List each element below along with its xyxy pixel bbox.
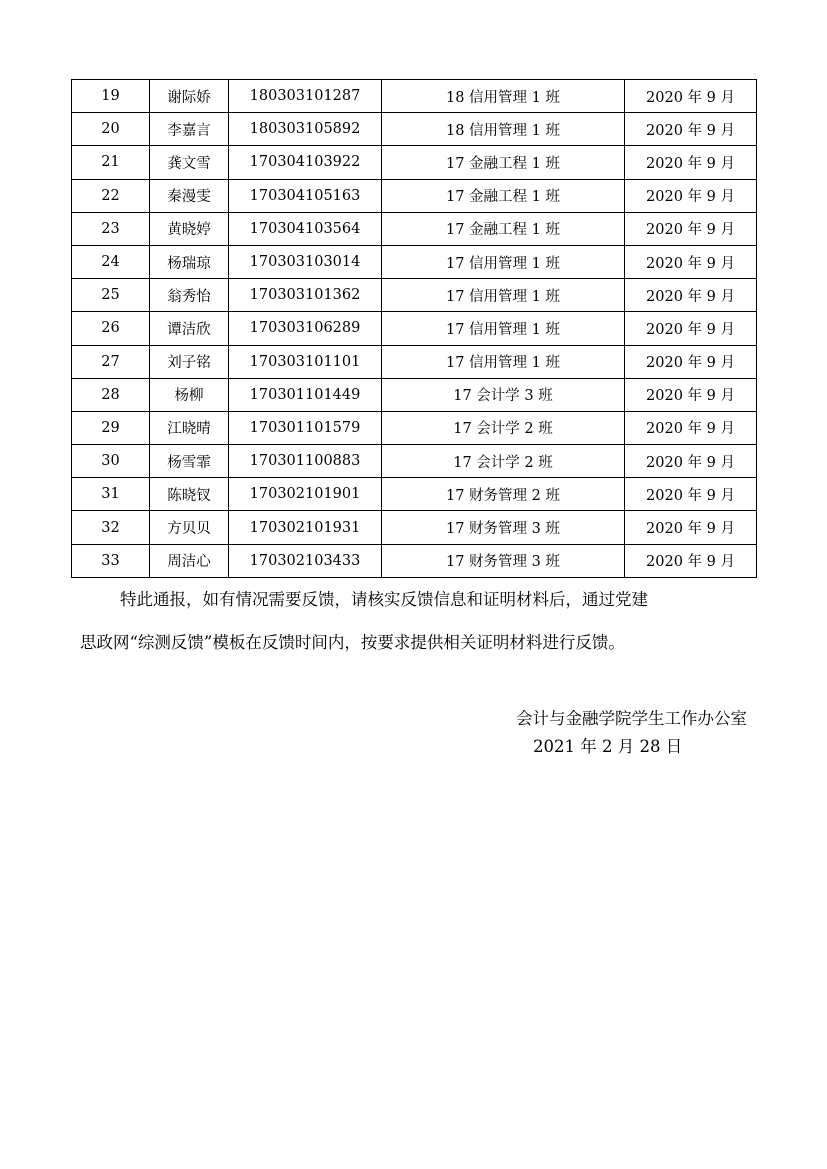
student-table: [71, 79, 757, 578]
record-date: 2020 年 9 月: [625, 345, 757, 378]
notice-paragraph-line-2: [80, 632, 760, 654]
signature-office: 会计与金融学院学生工作办公室: [516, 709, 747, 728]
signature-date: 2021 年 2 月 28 日: [533, 737, 683, 756]
student-name: 方贝贝: [150, 511, 229, 544]
student-name: 谢际娇: [150, 80, 229, 113]
student-class: 18 信用管理 1 班: [382, 113, 625, 146]
student-name: 秦漫雯: [150, 179, 229, 212]
student-name: 周洁心: [150, 544, 229, 577]
student-class: 17 会计学 2 班: [382, 445, 625, 478]
student-id: 170303101101: [229, 345, 382, 378]
row-number: 32: [72, 511, 150, 544]
table-row: [72, 445, 757, 478]
student-class: 17 财务管理 3 班: [382, 511, 625, 544]
student-id: 170303106289: [229, 312, 382, 345]
student-name: 杨柳: [150, 378, 229, 411]
student-name: 江晓晴: [150, 411, 229, 444]
student-class: 17 金融工程 1 班: [382, 212, 625, 245]
row-number: 25: [72, 279, 150, 312]
row-number: 21: [72, 146, 150, 179]
record-date: 2020 年 9 月: [625, 544, 757, 577]
table-row: [72, 378, 757, 411]
student-class: 17 会计学 2 班: [382, 411, 625, 444]
record-date: 2020 年 9 月: [625, 378, 757, 411]
record-date: 2020 年 9 月: [625, 80, 757, 113]
student-id: 170301101579: [229, 411, 382, 444]
notice-text-line-2: 思政网“综测反馈”模板在反馈时间内，按要求提供相关证明材料进行反馈。: [80, 633, 625, 652]
table-row: [72, 245, 757, 278]
student-id: 170303103014: [229, 245, 382, 278]
student-class: 17 信用管理 1 班: [382, 245, 625, 278]
student-id: 170301101449: [229, 378, 382, 411]
table-row: [72, 511, 757, 544]
record-date: 2020 年 9 月: [625, 445, 757, 478]
record-date: 2020 年 9 月: [625, 478, 757, 511]
table-row: [72, 312, 757, 345]
record-date: 2020 年 9 月: [625, 113, 757, 146]
student-id: 170302103433: [229, 544, 382, 577]
table-row: [72, 411, 757, 444]
student-class: 17 金融工程 1 班: [382, 146, 625, 179]
student-name: 杨瑞琼: [150, 245, 229, 278]
record-date: 2020 年 9 月: [625, 511, 757, 544]
student-name: 李嘉言: [150, 113, 229, 146]
student-name: 谭洁欣: [150, 312, 229, 345]
table-row: [72, 212, 757, 245]
table-row: [72, 113, 757, 146]
student-id: 170302101901: [229, 478, 382, 511]
row-number: 28: [72, 378, 150, 411]
row-number: 30: [72, 445, 150, 478]
student-class: 17 财务管理 2 班: [382, 478, 625, 511]
student-class: 17 财务管理 3 班: [382, 544, 625, 577]
table-row: [72, 279, 757, 312]
row-number: 24: [72, 245, 150, 278]
student-id: 170304103564: [229, 212, 382, 245]
notice-text-line-1: 特此通报，如有情况需要反馈，请核实反馈信息和证明材料后，通过党建: [120, 590, 648, 609]
student-class: 18 信用管理 1 班: [382, 80, 625, 113]
student-id: 170304103922: [229, 146, 382, 179]
student-id: 170304105163: [229, 179, 382, 212]
student-id: 180303105892: [229, 113, 382, 146]
row-number: 31: [72, 478, 150, 511]
record-date: 2020 年 9 月: [625, 411, 757, 444]
row-number: 29: [72, 411, 150, 444]
student-name: 翁秀怡: [150, 279, 229, 312]
student-id: 170303101362: [229, 279, 382, 312]
student-class: 17 信用管理 1 班: [382, 279, 625, 312]
record-date: 2020 年 9 月: [625, 212, 757, 245]
table-row: [72, 544, 757, 577]
student-name: 陈晓钗: [150, 478, 229, 511]
row-number: 22: [72, 179, 150, 212]
student-id: 170301100883: [229, 445, 382, 478]
notice-paragraph-line-1: [80, 589, 760, 611]
student-id: 180303101287: [229, 80, 382, 113]
table-row: [72, 345, 757, 378]
row-number: 23: [72, 212, 150, 245]
student-name: 杨雪霏: [150, 445, 229, 478]
row-number: 33: [72, 544, 150, 577]
student-class: 17 金融工程 1 班: [382, 179, 625, 212]
student-class: 17 信用管理 1 班: [382, 312, 625, 345]
record-date: 2020 年 9 月: [625, 312, 757, 345]
record-date: 2020 年 9 月: [625, 179, 757, 212]
row-number: 20: [72, 113, 150, 146]
record-date: 2020 年 9 月: [625, 146, 757, 179]
record-date: 2020 年 9 月: [625, 279, 757, 312]
student-name: 龚文雪: [150, 146, 229, 179]
row-number: 27: [72, 345, 150, 378]
table-row: [72, 146, 757, 179]
row-number: 19: [72, 80, 150, 113]
student-name: 刘子铭: [150, 345, 229, 378]
record-date: 2020 年 9 月: [625, 245, 757, 278]
table-row: [72, 478, 757, 511]
student-id: 170302101931: [229, 511, 382, 544]
student-class: 17 信用管理 1 班: [382, 345, 625, 378]
student-name: 黄晓婷: [150, 212, 229, 245]
row-number: 26: [72, 312, 150, 345]
table-row: [72, 179, 757, 212]
table-row: [72, 80, 757, 113]
student-class: 17 会计学 3 班: [382, 378, 625, 411]
